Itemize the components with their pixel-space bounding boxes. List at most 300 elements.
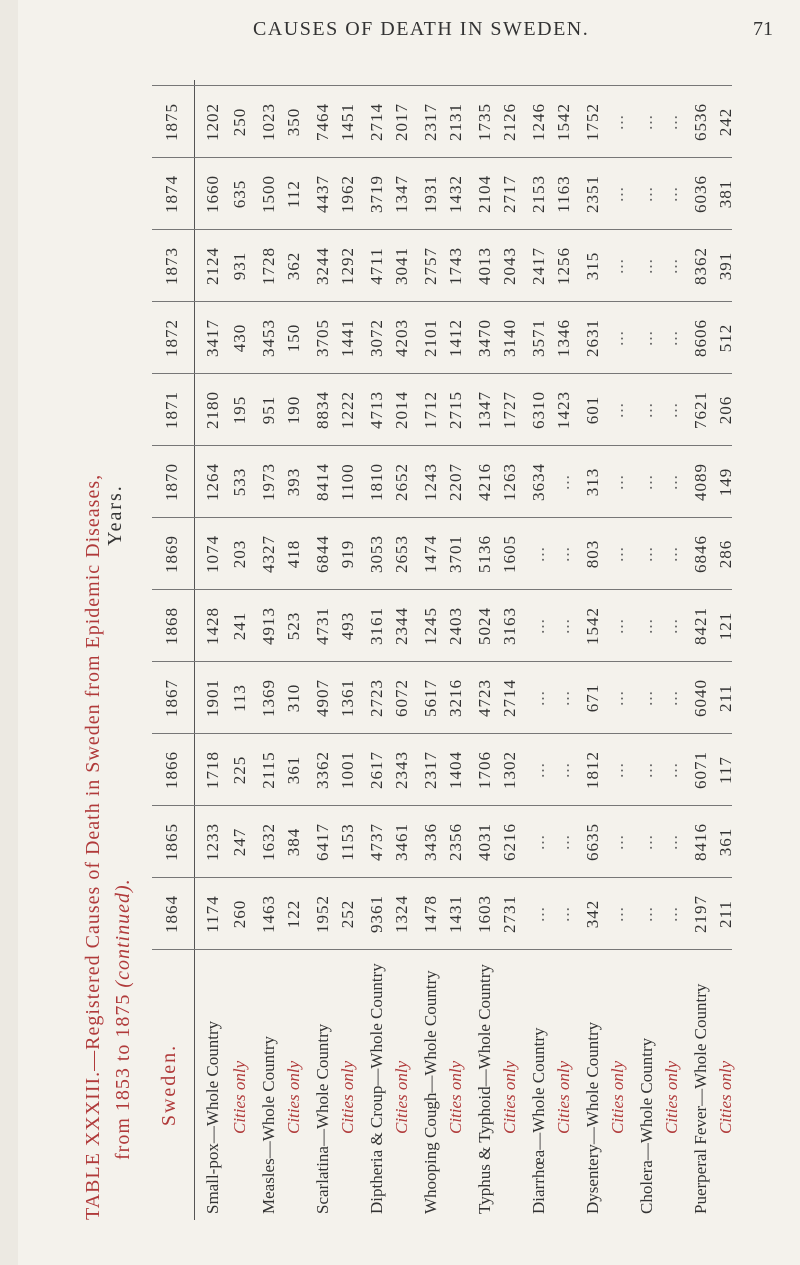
table-cell: ...	[608, 330, 627, 346]
table-cell: ...	[554, 474, 573, 490]
table-cell: 8834	[313, 391, 332, 429]
year-header-1873: 1873	[162, 247, 181, 285]
column-divider	[152, 589, 732, 590]
table-cell: 2017	[392, 103, 411, 141]
table-cell: 1243	[421, 463, 440, 501]
table-cell: 601	[583, 395, 602, 425]
table-row	[714, 80, 741, 1220]
table-cell: 1023	[259, 103, 278, 141]
table-cell: 286	[716, 539, 735, 569]
table-cell: 2723	[367, 679, 386, 717]
year-header-1870: 1870	[162, 463, 181, 501]
table-cell: ...	[637, 762, 656, 778]
table-cell: ...	[554, 546, 573, 562]
table-cell: 2417	[529, 247, 548, 285]
table-cell: 242	[716, 107, 735, 137]
table-cell: ...	[637, 834, 656, 850]
table-cell: 2317	[421, 103, 440, 141]
table-cell: 8414	[313, 463, 332, 501]
table-cell: 1451	[338, 103, 357, 141]
table-cell: 2317	[421, 751, 440, 789]
table-cell: 1369	[259, 679, 278, 717]
table-cell: 260	[230, 899, 249, 929]
table-row	[606, 80, 633, 1220]
table-cell: 3701	[446, 535, 465, 573]
table-cell: 313	[583, 467, 602, 497]
table-cell: ...	[529, 762, 548, 778]
row-label: Cities only	[662, 1060, 681, 1134]
table-cell: 1952	[313, 895, 332, 933]
table-cell: 430	[230, 323, 249, 353]
table-cell: 6536	[691, 103, 710, 141]
table-cell: 3719	[367, 175, 386, 213]
table-cell: 2104	[475, 175, 494, 213]
table-cell: 1712	[421, 391, 440, 429]
column-divider	[152, 157, 732, 158]
table-cell: ...	[662, 258, 681, 274]
column-divider	[152, 949, 732, 950]
table-cell: 252	[338, 899, 357, 929]
table-cell: 2714	[500, 679, 519, 717]
table-cell: ...	[662, 546, 681, 562]
table-cell: ...	[637, 258, 656, 274]
table-cell: ...	[662, 474, 681, 490]
table-cell: ...	[637, 402, 656, 418]
column-divider	[152, 85, 732, 86]
table-cell: 1263	[500, 463, 519, 501]
table-cell: ...	[608, 258, 627, 274]
table-cell: ...	[637, 690, 656, 706]
table-cell: ...	[662, 618, 681, 634]
table-cell: 2014	[392, 391, 411, 429]
table-cell: 4031	[475, 823, 494, 861]
table-cell: ...	[637, 618, 656, 634]
table-cell: 3053	[367, 535, 386, 573]
year-header-1875: 1875	[162, 103, 181, 141]
table-cell: ...	[637, 546, 656, 562]
table-cell: 523	[284, 611, 303, 641]
row-label: Small-pox—Whole Country	[203, 1020, 222, 1214]
table-caption-line1: TABLE XXXIII.—Registered Causes of Death in Sweden from Epidemic Diseases,	[82, 473, 104, 1220]
table-cell: ...	[608, 546, 627, 562]
table-cell: 1222	[338, 391, 357, 429]
row-label: Dysentery—Whole Country	[583, 1021, 602, 1214]
table-cell: 362	[284, 251, 303, 281]
table-cell: ...	[608, 186, 627, 202]
table-cell: 1632	[259, 823, 278, 861]
table-cell: 361	[284, 755, 303, 785]
table-cell: 8606	[691, 319, 710, 357]
table-cell: 1302	[500, 751, 519, 789]
table-cell: ...	[529, 834, 548, 850]
data-grid	[194, 80, 735, 1220]
table-cell: 1812	[583, 751, 602, 789]
table-cell: ...	[608, 618, 627, 634]
running-title: CAUSES OF DEATH IN SWEDEN.	[253, 18, 590, 40]
table-cell: 1423	[554, 391, 573, 429]
table-cell: 1432	[446, 175, 465, 213]
table-cell: 381	[716, 179, 735, 209]
table-row	[365, 80, 392, 1220]
table-cell: 4907	[313, 679, 332, 717]
table-cell: 1542	[583, 607, 602, 645]
table-row	[228, 80, 255, 1220]
year-header-1865: 1865	[162, 823, 181, 861]
table-cell: 7621	[691, 391, 710, 429]
row-label: Cities only	[446, 1060, 465, 1134]
table-cell: 6310	[529, 391, 548, 429]
table-cell: ...	[637, 330, 656, 346]
table-cell: 6417	[313, 823, 332, 861]
table-row	[257, 80, 284, 1220]
table-cell: 1202	[203, 103, 222, 141]
table-cell: 1074	[203, 535, 222, 573]
table-cell: 3461	[392, 823, 411, 861]
table-cell: 3453	[259, 319, 278, 357]
table-cell: ...	[637, 114, 656, 130]
table-cell: 1324	[392, 895, 411, 933]
page-number: 71	[753, 18, 773, 40]
table-cell: 2197	[691, 895, 710, 933]
table-cell: 3417	[203, 319, 222, 357]
table-cell: 3140	[500, 319, 519, 357]
table-cell: 2343	[392, 751, 411, 789]
table-cell: 2714	[367, 103, 386, 141]
table-cell: 4327	[259, 535, 278, 573]
table-cell: 2153	[529, 175, 548, 213]
table-cell: 211	[716, 684, 735, 712]
column-divider	[152, 805, 732, 806]
table-cell: 931	[230, 251, 249, 281]
row-label: Whooping Cough—Whole Country	[421, 970, 440, 1214]
table-cell: ...	[637, 186, 656, 202]
table-cell: 1728	[259, 247, 278, 285]
table-cell: 2131	[446, 103, 465, 141]
year-header-1869: 1869	[162, 535, 181, 573]
table-cell: 1463	[259, 895, 278, 933]
table-row	[498, 80, 525, 1220]
table-row	[311, 80, 338, 1220]
table-cell: 1810	[367, 463, 386, 501]
table-cell: 391	[716, 251, 735, 281]
table-cell: 1404	[446, 751, 465, 789]
table-cell: 1743	[446, 247, 465, 285]
table-cell: 1474	[421, 535, 440, 573]
table-cell: ...	[554, 906, 573, 922]
table-cell: ...	[608, 834, 627, 850]
table-cell: 384	[284, 827, 303, 857]
table-row	[660, 80, 687, 1220]
table-cell: ...	[662, 762, 681, 778]
table-cell: 418	[284, 539, 303, 569]
table-cell: 2351	[583, 175, 602, 213]
table-cell: 4723	[475, 679, 494, 717]
table-cell: ...	[608, 906, 627, 922]
table-cell: 1901	[203, 679, 222, 717]
row-label: Cities only	[554, 1060, 573, 1134]
table-cell: ...	[662, 834, 681, 850]
table-cell: ...	[662, 186, 681, 202]
table-cell: ...	[529, 906, 548, 922]
table-cell: 2101	[421, 319, 440, 357]
page-header	[253, 18, 773, 58]
table-cell: 250	[230, 107, 249, 137]
table-cell: 3163	[500, 607, 519, 645]
table-cell: 190	[284, 395, 303, 425]
row-label: Cities only	[230, 1060, 249, 1134]
table-cell: 310	[284, 683, 303, 713]
table-cell: 2356	[446, 823, 465, 861]
table-cell: 112	[284, 180, 303, 208]
table-cell: ...	[662, 906, 681, 922]
table-cell: 1412	[446, 319, 465, 357]
table-cell: 2617	[367, 751, 386, 789]
row-label: Cities only	[392, 1060, 411, 1134]
table-cell: 2757	[421, 247, 440, 285]
table-cell: ...	[554, 618, 573, 634]
table-cell: 1100	[338, 463, 357, 501]
table-cell: ...	[608, 690, 627, 706]
table-cell: 3161	[367, 607, 386, 645]
table-cell: ...	[637, 474, 656, 490]
table-cell: 4737	[367, 823, 386, 861]
row-label: Cities only	[608, 1060, 627, 1134]
table-cell: 113	[230, 684, 249, 712]
table-cell: 1001	[338, 751, 357, 789]
table-cell: 150	[284, 323, 303, 353]
table-cell: 1660	[203, 175, 222, 213]
table-cell: 1246	[529, 103, 548, 141]
table-cell: 1264	[203, 463, 222, 501]
table-row	[581, 80, 608, 1220]
rotated-table	[78, 80, 778, 1220]
row-label: Cities only	[284, 1060, 303, 1134]
table-cell: 393	[284, 467, 303, 497]
table-cell: 203	[230, 539, 249, 569]
column-divider	[152, 661, 732, 662]
table-cell: 195	[230, 395, 249, 425]
table-cell: 2126	[500, 103, 519, 141]
row-label: Cholera—Whole Country	[637, 1037, 656, 1214]
table-cell: 2403	[446, 607, 465, 645]
table-cell: 6072	[392, 679, 411, 717]
years-header: Years.	[104, 484, 126, 546]
table-cell: 350	[284, 107, 303, 137]
table-cell: 635	[230, 179, 249, 209]
table-cell: ...	[608, 114, 627, 130]
column-divider	[152, 517, 732, 518]
table-cell: 2652	[392, 463, 411, 501]
table-cell: 4731	[313, 607, 332, 645]
table-cell: 951	[259, 395, 278, 425]
table-cell: 1346	[554, 319, 573, 357]
row-label: Puerperal Fever—Whole Country	[691, 983, 710, 1214]
table-cell: 1931	[421, 175, 440, 213]
table-cell: 3362	[313, 751, 332, 789]
table-cell: 1706	[475, 751, 494, 789]
table-cell: 6216	[500, 823, 519, 861]
year-header-1872: 1872	[162, 319, 181, 357]
table-cell: 1735	[475, 103, 494, 141]
page	[18, 0, 800, 1265]
table-cell: 1727	[500, 391, 519, 429]
row-label: Scarlatina—Whole Country	[313, 1023, 332, 1214]
table-cell: 3705	[313, 319, 332, 357]
table-row	[419, 80, 446, 1220]
table-cell: 2344	[392, 607, 411, 645]
row-label: Typhus & Typhoid—Whole Country	[475, 964, 494, 1214]
table-cell: 1428	[203, 607, 222, 645]
table-cell: ...	[554, 690, 573, 706]
table-cell: 493	[338, 611, 357, 641]
table-cell: ...	[662, 402, 681, 418]
table-cell: 8416	[691, 823, 710, 861]
table-cell: 247	[230, 827, 249, 857]
table-cell: 2631	[583, 319, 602, 357]
table-cell: 1163	[554, 175, 573, 213]
table-cell: ...	[608, 402, 627, 418]
table-cell: 241	[230, 611, 249, 641]
table-row	[635, 80, 662, 1220]
table-cell: 6036	[691, 175, 710, 213]
column-divider	[152, 301, 732, 302]
table-cell: 2653	[392, 535, 411, 573]
table-cell: ...	[529, 690, 548, 706]
table-caption-continued: (continued).	[112, 878, 134, 988]
table-cell: 671	[583, 683, 602, 713]
table-cell: 1256	[554, 247, 573, 285]
country-header: Sweden.	[158, 1043, 180, 1127]
table-cell: ...	[662, 690, 681, 706]
table-row	[201, 80, 228, 1220]
column-divider	[152, 733, 732, 734]
table-cell: 121	[716, 611, 735, 641]
table-row	[552, 80, 579, 1220]
table-cell: 1603	[475, 895, 494, 933]
table-cell: ...	[554, 834, 573, 850]
table-cell: 533	[230, 467, 249, 497]
table-cell: 1245	[421, 607, 440, 645]
row-label: Measles—Whole Country	[259, 1036, 278, 1214]
table-cell: 4013	[475, 247, 494, 285]
table-cell: 117	[716, 756, 735, 784]
year-header-1868: 1868	[162, 607, 181, 645]
table-cell: 2180	[203, 391, 222, 429]
table-cell: 2207	[446, 463, 465, 501]
column-divider	[152, 229, 732, 230]
table-row	[473, 80, 500, 1220]
table-cell: 2043	[500, 247, 519, 285]
table-cell: 6844	[313, 535, 332, 573]
table-cell: 206	[716, 395, 735, 425]
table-cell: ...	[637, 906, 656, 922]
table-cell: 1605	[500, 535, 519, 573]
year-header-1871: 1871	[162, 391, 181, 429]
table-cell: 9361	[367, 895, 386, 933]
table-cell: 1347	[475, 391, 494, 429]
table-cell: 2717	[500, 175, 519, 213]
table-cell: 4437	[313, 175, 332, 213]
table-cell: ...	[608, 474, 627, 490]
table-cell: 1500	[259, 175, 278, 213]
table-cell: 3571	[529, 319, 548, 357]
year-header-1874: 1874	[162, 175, 181, 213]
row-label: Cities only	[716, 1060, 735, 1134]
table-cell: 2731	[500, 895, 519, 933]
table-cell: 2715	[446, 391, 465, 429]
table-cell: 122	[284, 899, 303, 929]
table-cell: 803	[583, 539, 602, 569]
table-cell: 3436	[421, 823, 440, 861]
table-cell: 1292	[338, 247, 357, 285]
table-cell: 1174	[203, 895, 222, 933]
table-cell: 315	[583, 251, 602, 281]
table-cell: 3470	[475, 319, 494, 357]
table-cell: 7464	[313, 103, 332, 141]
table-cell: 3244	[313, 247, 332, 285]
table-cell: 5617	[421, 679, 440, 717]
row-label: Cities only	[338, 1060, 357, 1134]
table-cell: 4913	[259, 607, 278, 645]
table-cell: 1153	[338, 823, 357, 861]
table-cell: 1347	[392, 175, 411, 213]
table-cell: 225	[230, 755, 249, 785]
table-cell: 6040	[691, 679, 710, 717]
table-cell: 4089	[691, 463, 710, 501]
table-cell: 361	[716, 827, 735, 857]
table-cell: 1431	[446, 895, 465, 933]
table-caption-years: from 1853 to 1875	[112, 993, 134, 1160]
table-cell: 1233	[203, 823, 222, 861]
year-header-1866: 1866	[162, 751, 181, 789]
year-header-1867: 1867	[162, 679, 181, 717]
row-label: Diarrhœa—Whole Country	[529, 1027, 548, 1214]
column-divider	[152, 877, 732, 878]
table-cell: 149	[716, 467, 735, 497]
table-cell: 1973	[259, 463, 278, 501]
row-label: Diptheria & Croup—Whole Country	[367, 963, 386, 1214]
column-divider	[152, 373, 732, 374]
table-cell: ...	[608, 762, 627, 778]
table-cell: 6071	[691, 751, 710, 789]
table-cell: 3041	[392, 247, 411, 285]
table-cell: 8362	[691, 247, 710, 285]
table-cell: 3216	[446, 679, 465, 717]
table-cell: 919	[338, 539, 357, 569]
table-cell: 4216	[475, 463, 494, 501]
table-cell: 342	[583, 899, 602, 929]
table-cell: 4203	[392, 319, 411, 357]
table-row	[444, 80, 471, 1220]
row-label: Cities only	[500, 1060, 519, 1134]
table-cell: ...	[662, 330, 681, 346]
table-cell: 6846	[691, 535, 710, 573]
table-row	[390, 80, 417, 1220]
table-cell: 2115	[259, 751, 278, 789]
table-cell: 5136	[475, 535, 494, 573]
table-cell: 1962	[338, 175, 357, 213]
table-cell: 512	[716, 323, 735, 353]
table-cell: ...	[662, 114, 681, 130]
table-cell: 1752	[583, 103, 602, 141]
table-cell: 1478	[421, 895, 440, 933]
table-cell: ...	[529, 546, 548, 562]
table-cell: 4713	[367, 391, 386, 429]
year-header-1864: 1864	[162, 895, 181, 933]
table-cell: 8421	[691, 607, 710, 645]
table-cell: 1542	[554, 103, 573, 141]
table-row	[336, 80, 363, 1220]
